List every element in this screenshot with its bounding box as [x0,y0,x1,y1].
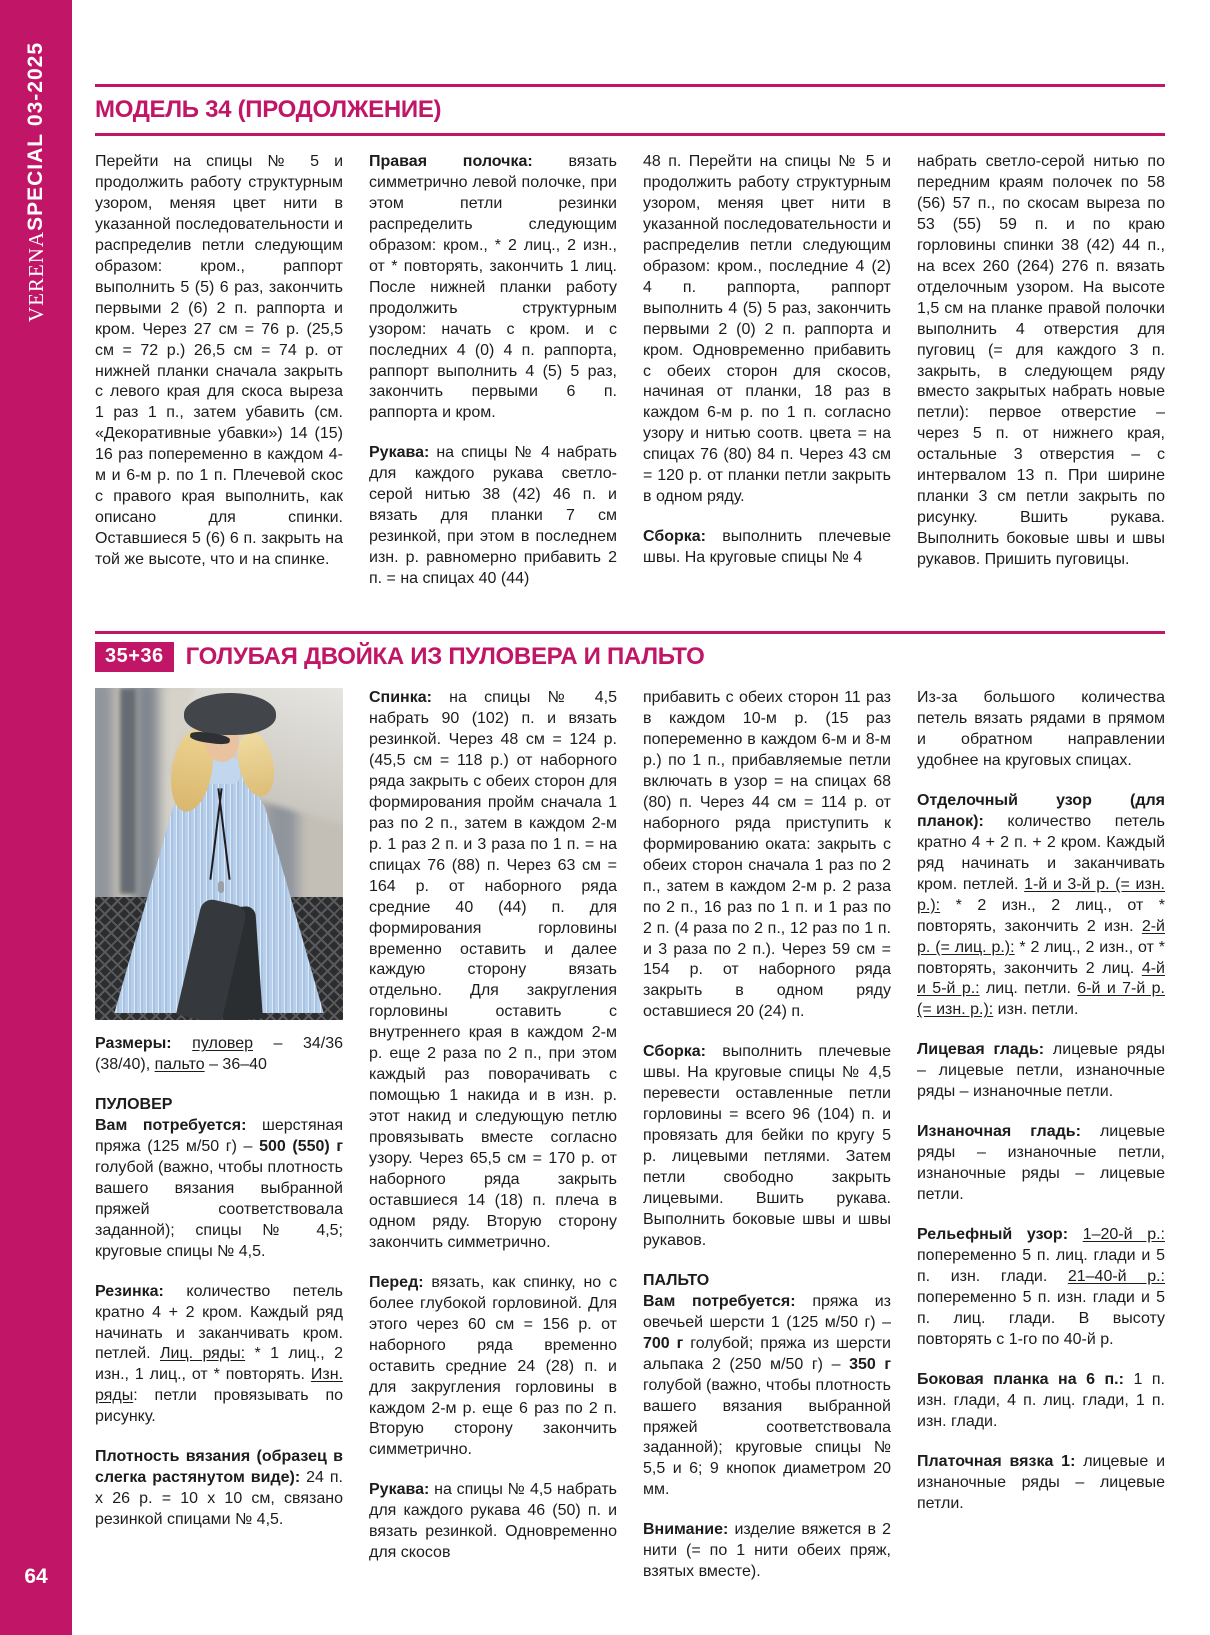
model-number-badge: 35+36 [95,642,174,672]
paragraph: Изнаночная гладь: лицевые ряды – изнаночные петли, изнаночные ряды – лицевые петли. [917,1123,1165,1204]
paragraph: Вам потребуется: пряжа из овечьей шерсти 1 (125 м/50 г) – 700 г голубой; пряжа из шерсти альпака 2 (250 м/50 г) – 350 г голубой (важно, чтобы плотность вашего вязания выбранной пряжей соответствовала заданной); круговые спицы № 5,5 и 6; 9 кнопок диаметром 20 мм. [643,1292,892,1499]
paragraph: Спинка: на спицы № 4,5 набрать 90 (102) п. и вязать резинкой. Через 48 см = 124 р. (45,5 см = 118 р.) от наборного ряда закрыть с обеих сторон для формирования пройм сначала 1 раз по 2 п., затем в каждом 2-м р. 1 раз 2 п. и 3 раза по 1 п. = на спицах 76 (88) п. Через 63 см = 164 р. от наборного ряда средние 40 (44) п. для формирования горловины временно оставить и далее каждую сторону вязать отдельно. Для закругления горловины оставить с внутреннего края в каждом 2-м р. еще 2 раза по 2 п., при этом каждый раз поворачивать с помощью 1 накида и в изн. р. этот накид и следующую петлю провязывать вместе согласно узору. Через 65,5 см = 170 р. от наборного ряда закрыть оставшиеся 14 (18) п. плеча в одном ряду. Вторую сторону закончить симметрично. [369,689,617,1251]
paragraph: Боковая планка на 6 п.: 1 п. изн. глади, 4 п. лиц. глади, 1 п. изн. глади. [917,1370,1165,1430]
issue-number: 03-2025 [23,42,47,133]
paragraph: Резинка: количество петель кратно 4 + 2 кром. Каждый ряд начинать и заканчивать кром. петлей. Лиц. ряды: * 1 лиц., 2 изн., 1 лиц., от * повторять. Изн. ряды: петли провязывать по рисунку. [95,1282,343,1426]
magazine-spine [0,0,72,1635]
text-column-2 [369,152,617,609]
section-title-models-35-36: ГОЛУБАЯ ДВОЙКА ИЗ ПУЛОВЕРА И ПАЛЬТО [185,643,705,671]
brand-name-bold: SPECIAL [23,132,47,231]
paragraph: набрать светло-серой нитью по передним краям полочек по 58 (56) 57 п., по скосам выреза по 53 (55) 59 п. и по краю горловины спинки 38 (42) 44 п., на всех 260 (264) 276 п. вязать отделочным узором. На высоте 1,5 см на планке правой полочки выполнить 4 отверстия для пуговиц (= для каждого 3 п. закрыть, в следующем ряду вместо закрытых набрать новые петли): первое отверстие – через 5 п. от нижнего края, остальные 3 отверстия – с интервалом 13 п. При ширине планки 3 см петли закрыть по рисунку. Вшить рукава. Выполнить боковые швы и швы рукавов. Пришить пуговицы. [917,153,1165,569]
model-photo [95,688,343,1020]
text-columns-models-35-36 [95,688,1165,1602]
paragraph: Рукава: на спицы № 4 набрать для каждого рукава светло-серой нитью 38 (42) 46 п. и вязать для планки 7 см резинкой, при этом в последнем изн. р. равномерно прибавить 2 п. = на спицах 40 (44) [369,444,617,588]
photo-post [120,688,136,894]
text-column-1-with-photo [95,688,343,1602]
paragraph: Лицевая гладь: лицевые ряды – лицевые петли, изнаночные ряды – изнаночные петли. [917,1041,1165,1101]
paragraph: Из-за большого количества петель вязать рядами в прямом и обратном направлении удобнее на круговых спицах. [917,689,1165,769]
paragraph: Внимание: изделие вяжется в 2 нити (= по 1 нити обеих пряж, взятых вместе). [643,1521,891,1581]
paragraph: Перед: вязать, как спинку, но с более глубокой горловиной. Для этого через 60 см = 156 р. от наборного ряда временно оставить средние 24 (28) п. и для закругления горловины в каждом 2-м р. еще 6 раз по 2 п. Вторую сторону закончить симметрично. [369,1273,617,1459]
paragraph: Отделочный узор (для планок): количество петель кратно 4 + 2 п. + 2 кром. Каждый ряд начинать и заканчивать кром. петлей. 1-й и 3-й р. (= изн. р.): * 2 изн., 2 лиц., от * повторять, закончить 2 изн. 2-й р. (= лиц. р.): * 2 лиц., 2 изн., от * повторять, закончить 2 лиц. 4-й и 5-й р.: лиц. петли. 6-й и 7-й р. (= изн. р.): изн. петли. [917,791,1165,1019]
paragraph: Платочная вязка 1: лицевые и изнаночные ряды – лицевые петли. [917,1452,1165,1512]
paragraph: Сборка: выполнить плечевые швы. На круговые спицы № 4,5 перевести оставленные петли горловины = всего 96 (104) п. и провязать для бейки по кругу 5 р. лицевыми петлями. Затем петли свободно закрыть лицевыми. Вшить рукава. Выполнить боковые швы и швы рукавов. [643,1043,891,1249]
paragraph: Рельефный узор: 1–20-й р.: попеременно 5 п. лиц. глади и 5 п. изн. глади. 21–40-й р.: попеременно 5 п. изн. глади и 5 п. лиц. глади. В высоту повторять с 1-го по 40-й р. [917,1226,1165,1348]
section-models-35-36 [95,631,1165,1602]
paragraph: Правая полочка: вязать симметрично левой полочке, при этом петли резинки распределить следующим образом: кром., * 2 лиц., 2 изн., от * повторять, закончить 1 лиц. После нижней планки работу продолжить структурным узором: начать с кром. и с последних 4 (0) 4 п. раппорта, раппорт выполнить 4 (5) 5 раз, закончить первыми 6 п. раппорта и кром. [369,153,617,422]
text-column-4 [917,688,1165,1602]
paragraph: 48 п. Перейти на спицы № 5 и продолжить работу структурным узором, меняя цвет нити в указанной последовательности и распределив петли следующим образом: кром., последние 4 (2) 4 п. раппорта, раппорт выполнить 4 (5) 5 раз, закончить первыми 2 (0) 2 п. раппорта и кром. Одновременно прибавить с обеих сторон для скосов, начиная от планки, 18 раз в каждом 6-м р. по 1 п. согласно узору и нитью соотв. цвета = на спицах 76 (80) 84 п. Через 43 см = 120 р. от планки петли закрыть в одном ряду. [643,153,891,506]
text-column-1 [95,152,343,609]
text-column-4 [917,152,1165,609]
page-content [95,0,1165,1602]
paragraph: Сборка: выполнить плечевые швы. На круговые спицы № 4 [643,528,891,567]
text-columns-model-34 [95,152,1165,609]
text-column-3 [643,152,891,609]
paragraph: прибавить с обеих сторон 11 раз в каждом 10-м р. (15 раз попеременно в каждом 6-м и 8-м р.) по 1 п., прибавляемые петли включать в узор = на спицах 68 (80) п. Через 44 см = 114 р. от наборного ряда приступить к формированию оката: закрыть с обеих сторон сначала 1 раз по 2 п., затем в каждом 2-м р. 2 раза по 2 п., 16 раз по 1 п. и 1 раз по 2 п. (4 раза по 2 п., 12 раз по 1 п. и 3 раза по 2 п.). Через 59 см = 154 р. от наборного ряда закрыть в одном ряду оставшиеся 20 (24) п. [643,689,891,1021]
photo-caption-and-text [95,1034,343,1531]
section-title-model-34: МОДЕЛЬ 34 (ПРОДОЛЖЕНИЕ) [95,96,442,123]
paragraph: Рукава: на спицы № 4,5 набрать для каждого рукава 46 (50) п. и вязать резинкой. Одновременно для скосов [369,1481,617,1562]
divider-rule-section-2 [95,631,1165,634]
section-header [95,642,1165,672]
text-column-2 [369,688,617,1602]
paragraph: Вам потребуется: шерстяная пряжа (125 м/50 г) – 500 (550) г голубой (важно, чтобы плотность вашего вязания выбранной пряжей соответствовала заданной); спицы № 4,5; круговые спицы № 4,5. [95,1116,344,1260]
text-column-3 [643,688,891,1602]
brand-name-serif: VERENA [23,230,48,323]
paragraph: Размеры: пуловер – 34/36 (38/40), пальто – 36–40 [95,1035,344,1074]
divider-rule-under-title [95,133,1165,136]
magazine-title-vertical [0,42,72,322]
section-model-34 [95,84,1165,609]
paragraph: Перейти на спицы № 5 и продолжить работу структурным узором, меняя цвет нити в указанной последовательности и распределив петли следующим образом: кром., раппорт выполнить 5 (5) 6 раз, закончить первыми 2 (6) 2 п. раппорта и кром. Через 27 см = 76 р. (25,5 см = 72 р.) 26,5 см = 74 р. от нижней планки сначала закрыть с левого края для скоса выреза 1 раз 1 п., затем убавить (см. «Декоративные убавки») 14 (15) 16 раз попеременно в каждом 4-м и 6-м р. по 1 п. Плечевой скос с правого края выполнить, как описано для спинки. Оставшиеся 5 (6) 6 п. закрыть на той же высоте, что и на спинке. [95,153,343,569]
divider-rule-top [95,84,1165,87]
model-necklace-pendant [218,881,224,893]
paragraph-heading: ПАЛЬТО [643,1271,710,1289]
paragraph-heading: ПУЛОВЕР [95,1095,173,1113]
page-number: 64 [24,1565,48,1588]
model-cap [184,693,276,735]
paragraph: Плотность вязания (образец в слегка растянутом виде): 24 п. х 26 р. = 10 х 10 см, связано резинкой спицами № 4,5. [95,1448,343,1529]
